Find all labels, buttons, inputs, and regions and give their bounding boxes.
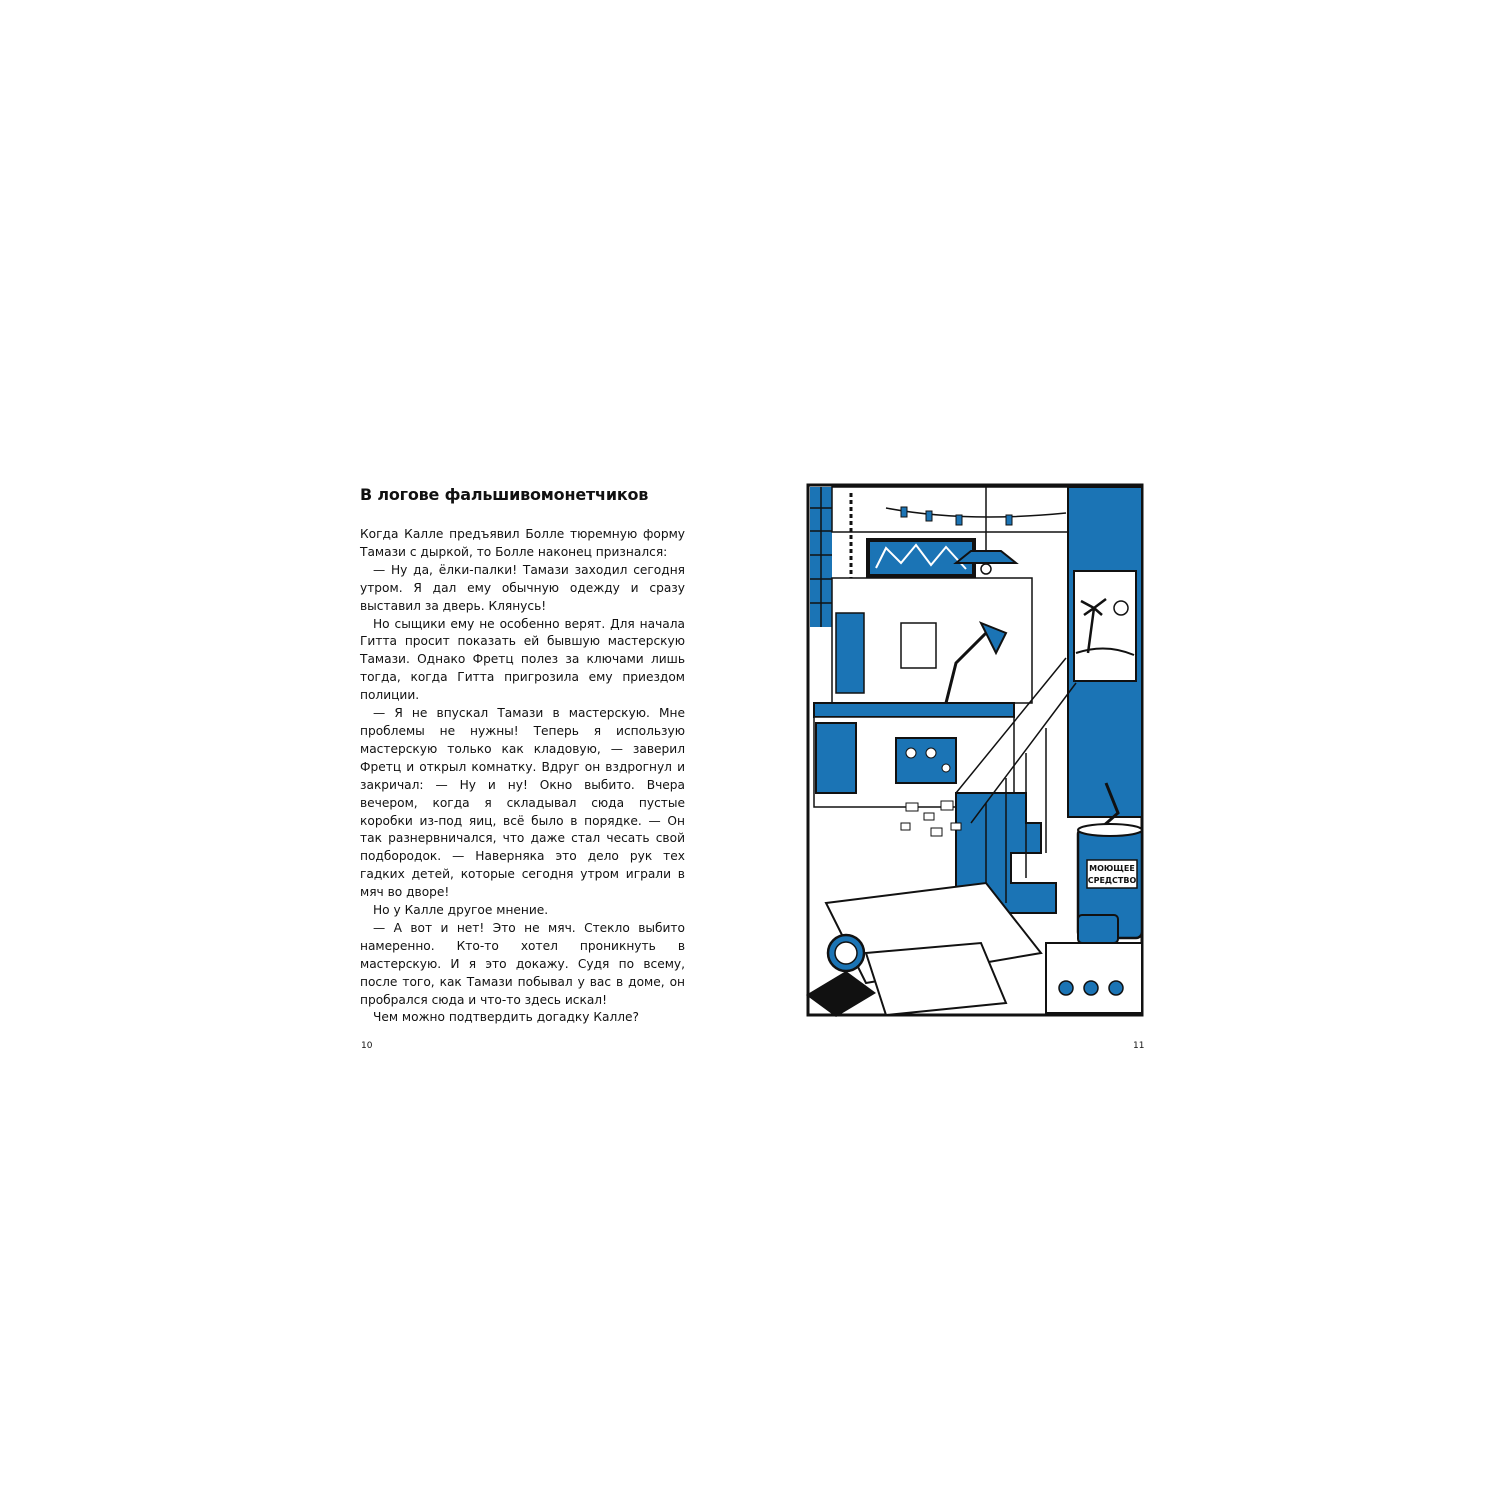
chapter-title: В логове фальшивомонетчиков [360,485,649,504]
illustration-svg [806,483,1146,1018]
cooking-pot [1078,915,1118,943]
workshop-illustration [806,483,1146,1018]
workbench [814,703,1014,717]
barrel-label-line1: МОЮЩЕЕ [1089,864,1135,873]
page-number-left: 10 [361,1041,373,1051]
stove [1046,943,1142,1013]
barrel-label-line2: СРЕДСТВО [1087,876,1137,885]
palm-painting [1074,571,1136,681]
paragraph: Но у Калле другое мнение. [373,903,549,918]
paragraph: Но сыщики ему не особенно верят. Для начала Гитта просит показать ей бывшую мастерскую Тамази. Однако Фретц полез за ключами лишь тогда, когда Гитта пригрозила ему приездом полиции. [360,616,685,703]
paragraph: — Ну да, ёлки-палки! Тамази заходил сегодня утром. Я дал ему обычную одежду и сразу выставил за дверь. Клянусь! [360,562,685,613]
paragraph: — Я не впускал Тамази в мастерскую. Мне проблемы не нужны! Теперь я использую мастерскую только как кладовую, — заверил Фретц и открыл комнатку. Вдруг он вздрогнул и закричал: — Ну и ну! Окно выбито. Вчера вечером, когда я складывал сюда пустые коробки из-под яиц, всё было в порядке. — Он так разнервничался, что даже стал чесать свой подбородок. — Наверняка это дело рук тех гадких детей, которые сегодня утром играли в мяч во дворе! [360,706,685,900]
paragraph: — А вот и нет! Это не мяч. Стекло выбито намеренно. Кто-то хотел проникнуть в мастерскую. И я это докажу. Судя по всему, после того, как Тамази побывал у вас в доме, он пробрался сюда и что-то здесь искал! [360,920,685,1007]
paragraph: Когда Калле предъявил Болле тюремную форму Тамази с дыркой, то Болле наконец признался: [360,527,685,559]
chapter-text [360,526,685,1027]
paragraph: Чем можно подтвердить догадку Калле? [373,1010,640,1025]
left-page [360,484,685,1027]
page-number-right: 11 [1133,1041,1145,1051]
